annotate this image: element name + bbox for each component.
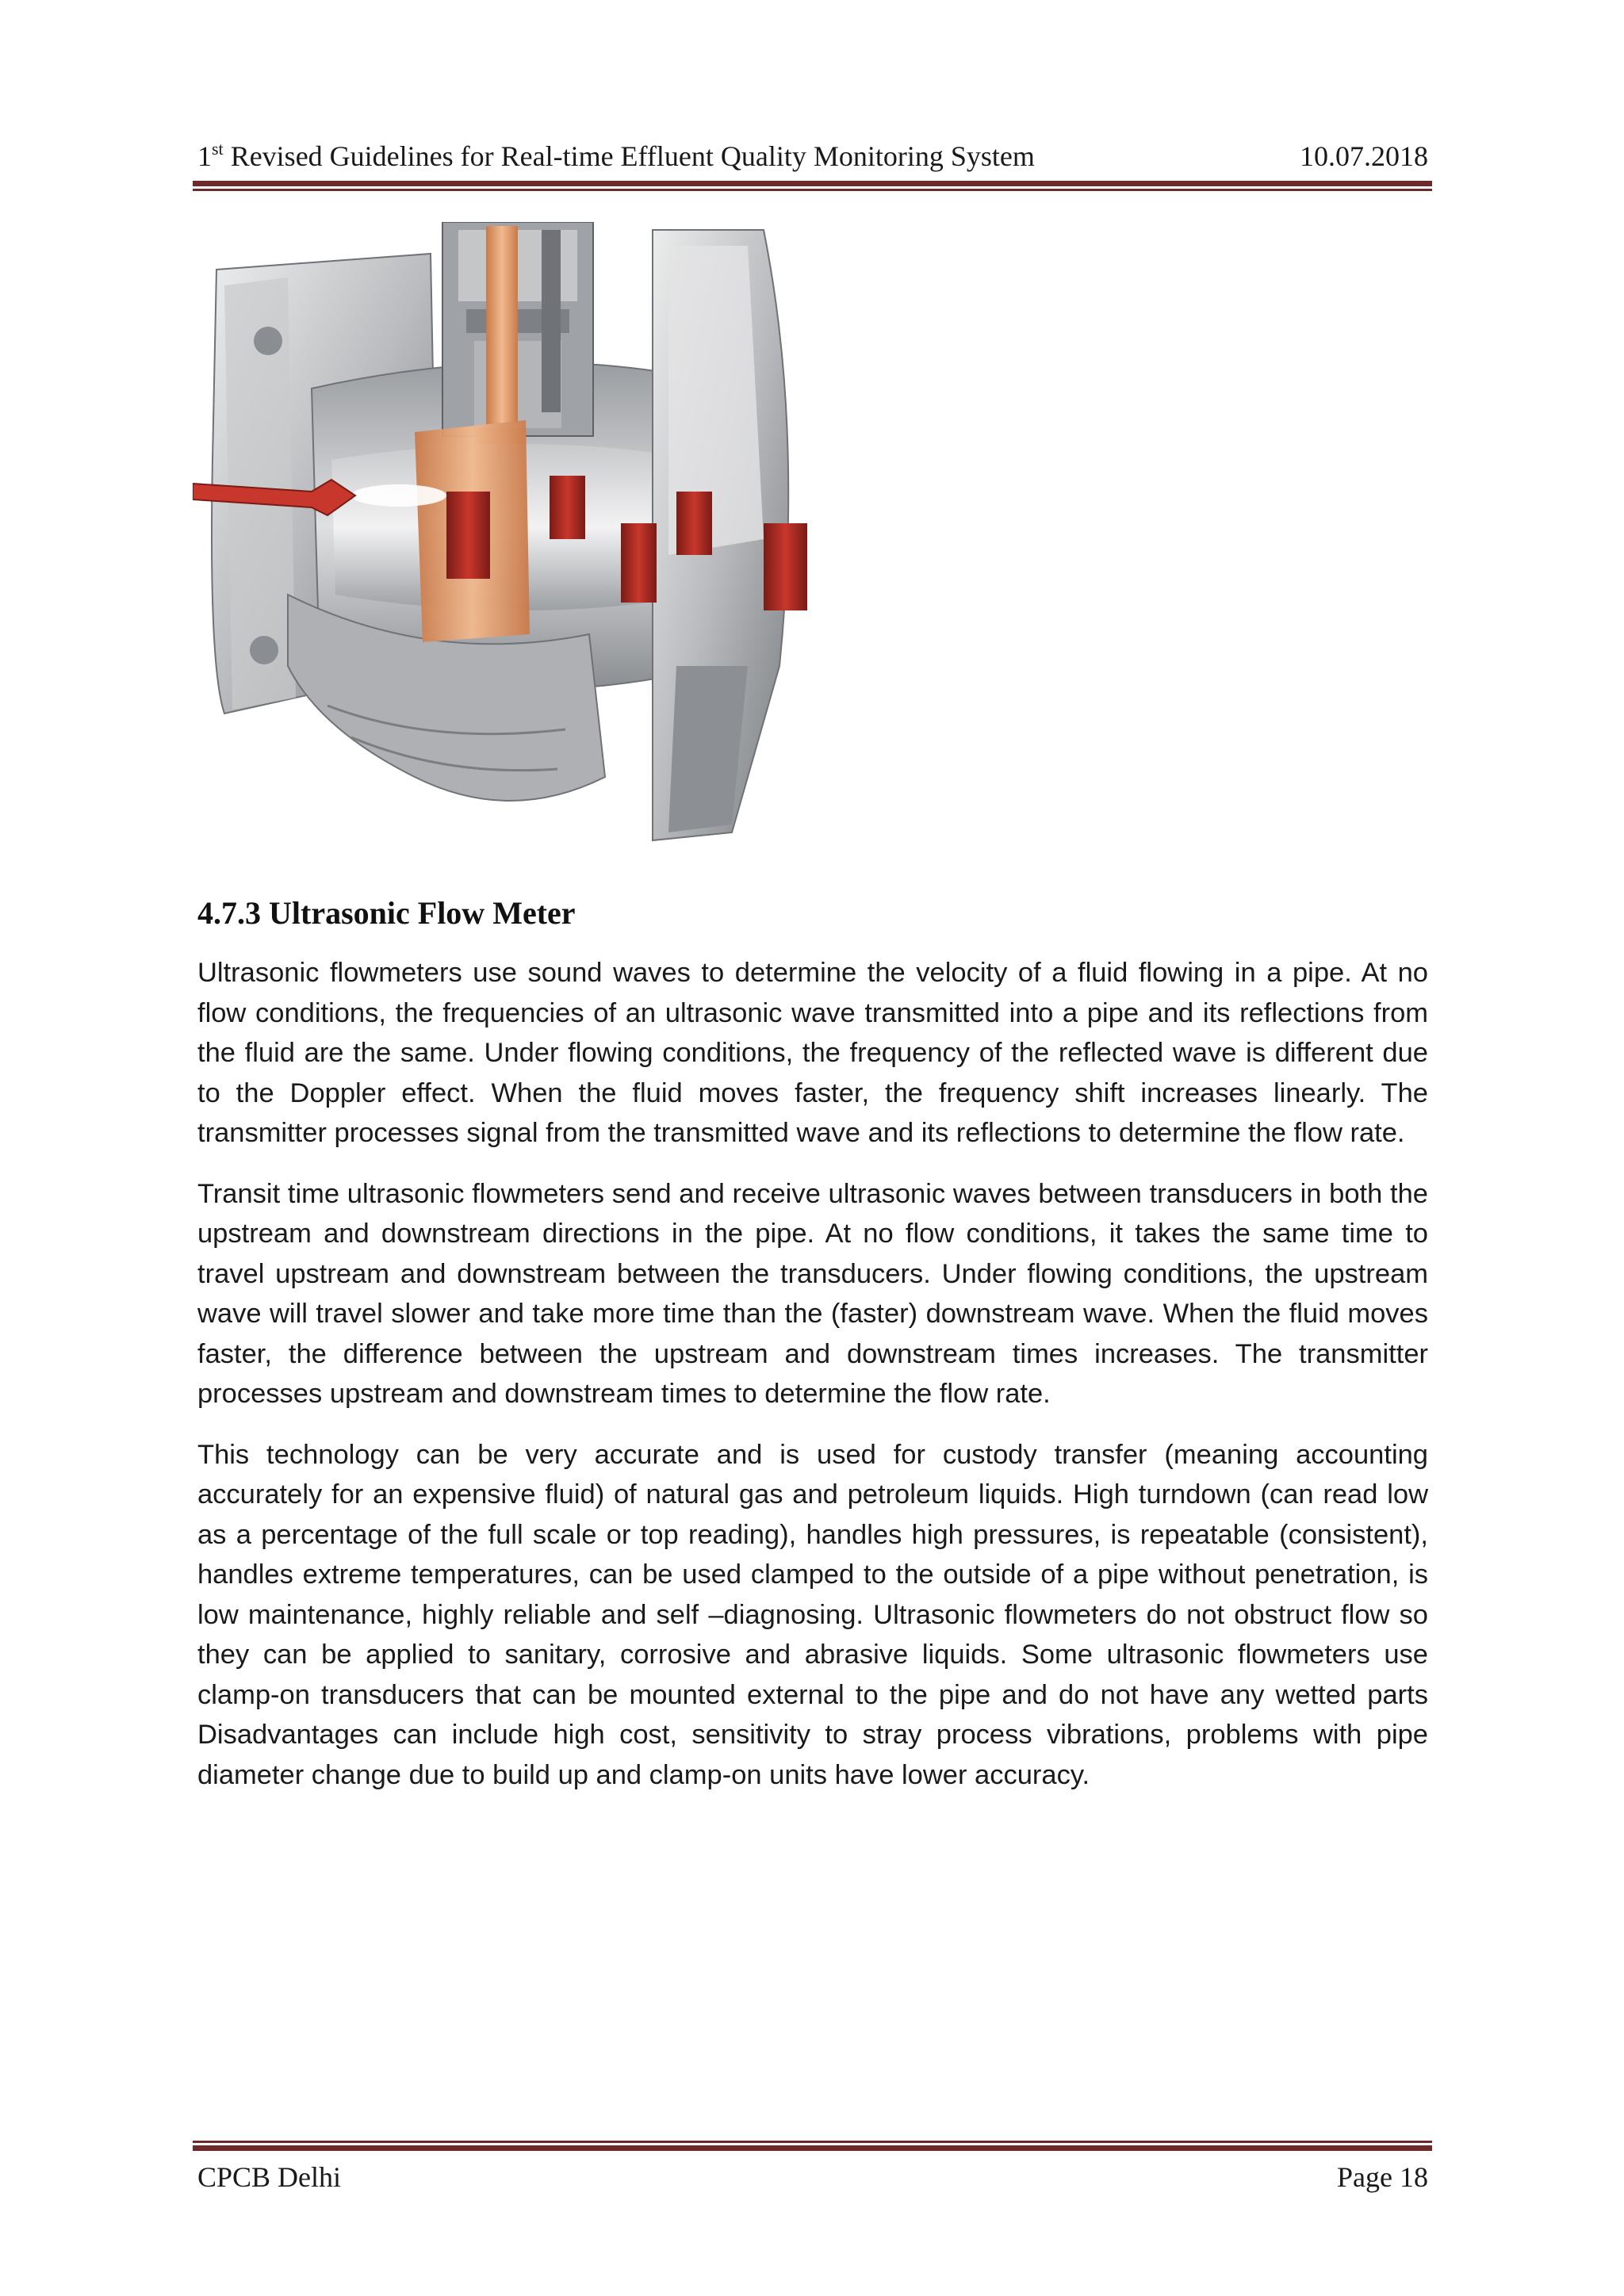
title-ordinal: 1 (197, 140, 212, 172)
footer-rule-thick (193, 2145, 1432, 2151)
flow-meter-svg (193, 222, 811, 856)
sensor-rod (486, 226, 518, 424)
header-rule-thin (193, 189, 1432, 191)
transducer-3 (621, 523, 657, 603)
flange-bolt-hole-2 (250, 636, 278, 664)
transducer-1 (446, 492, 490, 579)
transducer-5 (764, 523, 807, 610)
paragraph-transit-time: Transit time ultrasonic flowmeters send and receive ultrasonic waves between transducers in both the upstream and downstream directions in the pipe. At no flow conditions, it takes the same time to travel upstream and downstream between the transducers. Under flowing conditions, the upstream wave will travel slower and take more time than the (faster) downstream wave. When the fluid moves faster, the difference between the upstream and downstream times increases. The transmitter processes upstream and downstream times to determine the flow rate. (197, 1178, 1428, 1409)
footer-organization: CPCB Delhi (197, 2161, 342, 2193)
paragraph-doppler: Ultrasonic flowmeters use sound waves to determine the velocity of a fluid flowing in a pipe. At no flow conditions, the frequencies of an ultrasonic wave transmitted into a pipe and its reflections from the fluid are the same. Under flowing conditions, the frequency of the reflected wave is different due to the Doppler effect. When the fluid moves faster, the frequency shift increases linearly. The transmitter processes signal from the transmitted wave and its reflections to determine the flow rate. (197, 958, 1428, 1148)
transducer-4 (676, 492, 712, 555)
page-footer (197, 2160, 1428, 2205)
ultrasonic-beam (351, 484, 446, 507)
section-body (197, 953, 1428, 1816)
page-header (197, 133, 1428, 181)
title-ordinal-suffix: st (212, 139, 224, 159)
section-heading: 4.7.3 Ultrasonic Flow Meter (197, 895, 576, 931)
flow-meter-illustration (193, 222, 811, 856)
document-title (197, 140, 1035, 173)
document-date: 10.07.2018 (1300, 140, 1428, 172)
flange-bolt-hole-1 (254, 327, 282, 355)
transducer-2 (550, 476, 585, 539)
title-text: Revised Guidelines for Real-time Effluent Quality Monitoring System (223, 140, 1035, 172)
header-rule-thick (193, 181, 1432, 186)
page-number: Page 18 (1337, 2161, 1428, 2193)
footer-rule-thin (193, 2141, 1432, 2143)
paragraph-advantages: This technology can be very accurate and is used for custody transfer (meaning accounting accurately for an expensive fluid) of natural gas and petroleum liquids. High turndown (can read low as a percentage of the full scale or top reading), handles high pressures, is repeatable (consistent), handles extreme temperatures, can be used clamped to the outside of a pipe without penetration, is low maintenance, highly reliable and self –diagnosing. Ultrasonic flowmeters do not obstruct flow so they can be applied to sanitary, corrosive and abrasive liquids. Some ultrasonic flowmeters use clamp-on transducers that can be mounted external to the pipe and do not have any wetted parts Disadvantages can include high cost, sensitivity to stray process vibrations, problems with pipe diameter change due to build up and clamp-on units have lower accuracy. (197, 1439, 1428, 1790)
